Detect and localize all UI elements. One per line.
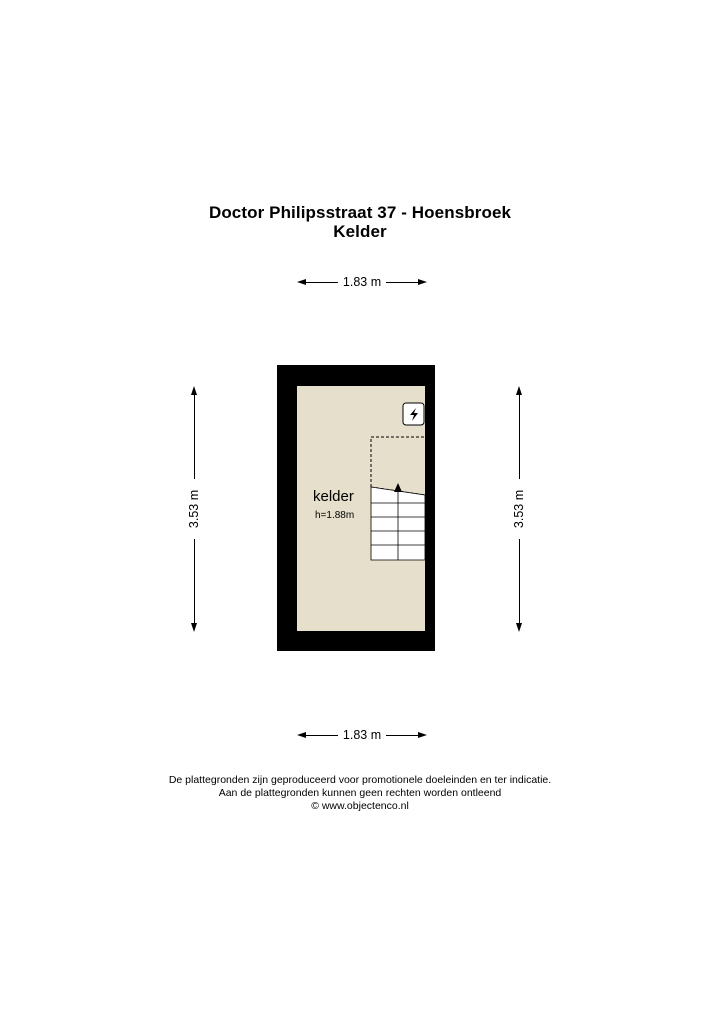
disclaimer-line-1: De plattegronden zijn geproduceerd voor promotionele doeleinden en ter indicatie.: [168, 774, 552, 786]
arrow-down-icon: [516, 623, 522, 632]
arrow-down-icon: [191, 623, 197, 632]
top-width-label: 1.83 m: [342, 275, 382, 289]
arrow-left-icon: [297, 732, 306, 738]
top-width-dimension: [297, 275, 427, 289]
bottom-width-label: 1.83 m: [342, 728, 382, 742]
copyright-link[interactable]: © www.objectenco.nl: [311, 800, 409, 812]
arrow-left-icon: [297, 279, 306, 285]
bottom-width-dimension: [297, 728, 427, 742]
right-height-dimension: [512, 386, 526, 632]
left-height-label: 3.53 m: [187, 489, 201, 529]
right-height-label: 3.53 m: [512, 489, 526, 529]
arrow-up-icon: [516, 386, 522, 395]
address-title: Doctor Philipsstraat 37 - Hoensbroek: [208, 203, 512, 222]
arrow-right-icon: [418, 279, 427, 285]
floor-title: Kelder: [333, 222, 387, 241]
arrow-right-icon: [418, 732, 427, 738]
floor-plan: [277, 365, 435, 651]
arrow-up-icon: [191, 386, 197, 395]
disclaimer-line-2: Aan de plattegronden kunnen geen rechten worden ontleend: [218, 787, 502, 799]
room-name: kelder: [313, 488, 354, 505]
left-height-dimension: [187, 386, 201, 632]
room-height: h=1.88m: [315, 510, 355, 521]
